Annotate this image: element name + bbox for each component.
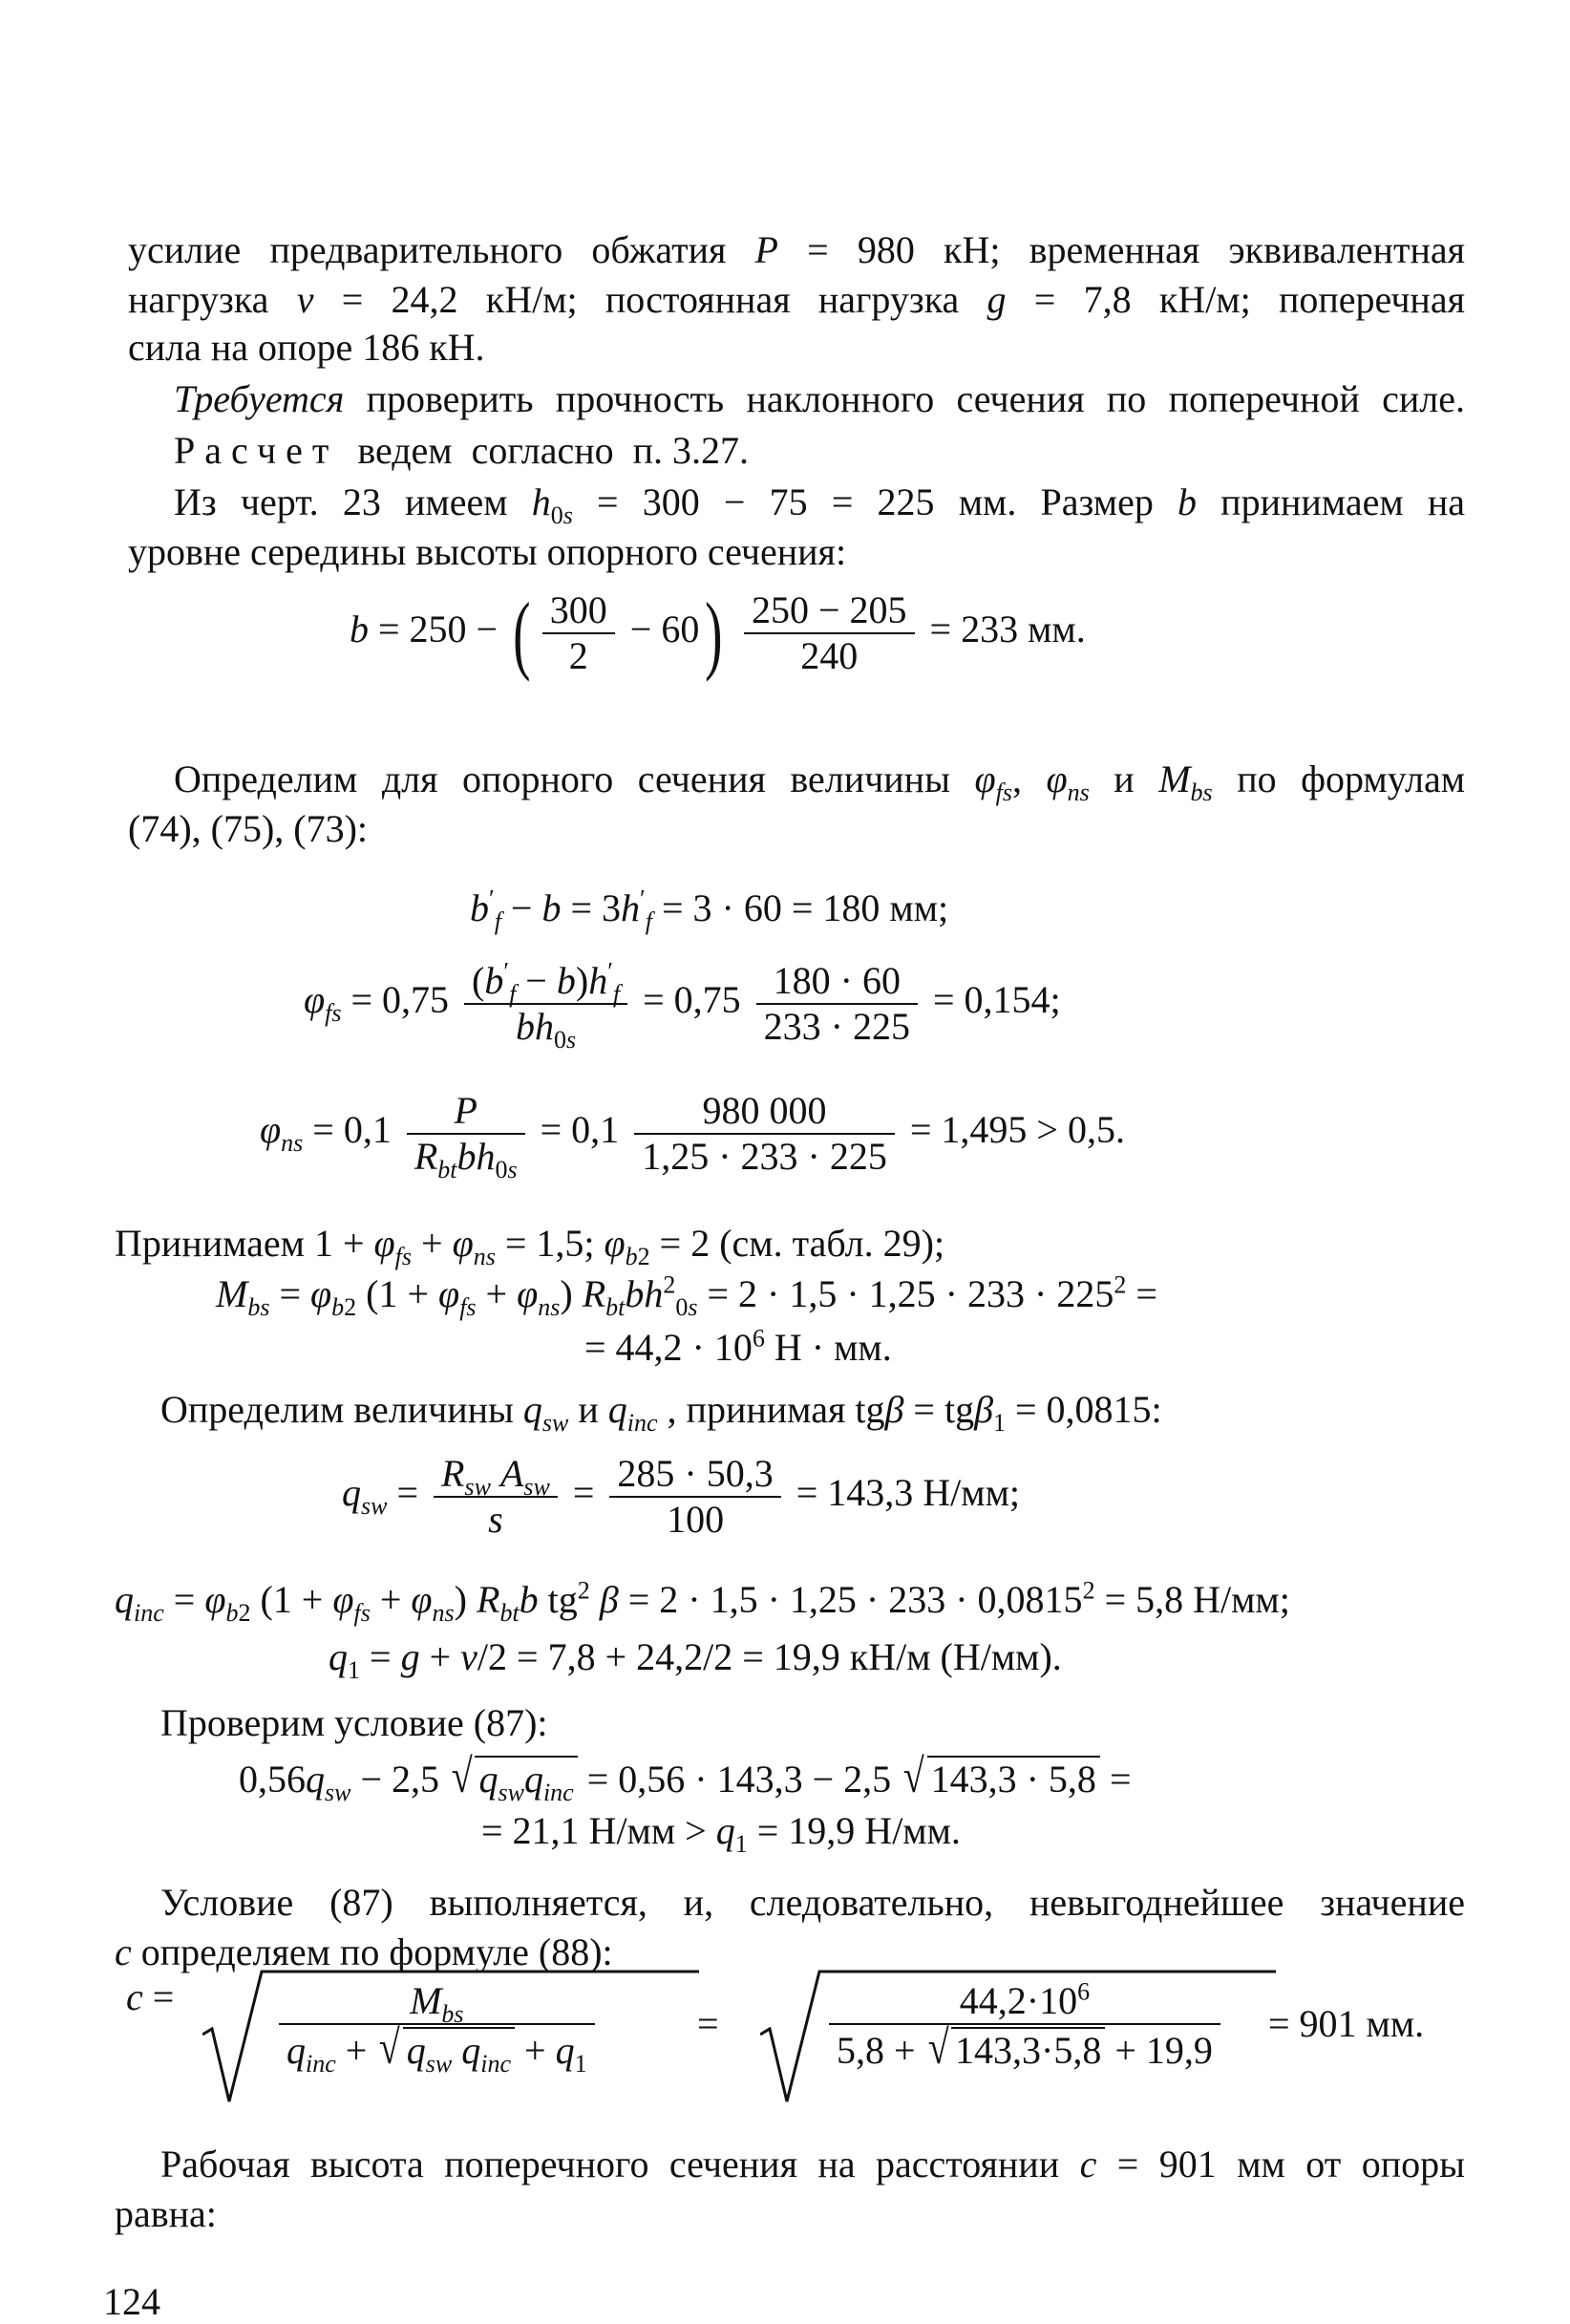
formula-condition-87-result: = 21,1 $Н/мм > q_1 = 19,9$ Н/мм. <box>481 1809 961 1858</box>
text-line: c определяем по формуле (88): <box>115 1930 613 1973</box>
text-line: уровне середины высоты опорного сечения: <box>128 530 847 573</box>
text-line: Принимаем $1 + \varphi_{fs} + \varphi_{ns} = 1,5$; $\varphi_{b2} = 2$ (см. табл. 29); <box>115 1222 945 1270</box>
text-line: Требуется проверить прочность наклонного сечения по поперечной силе. <box>174 377 1465 420</box>
text-line: Условие (87) выполняется, и, следовательно, невыгоднейшее значение <box>160 1881 1465 1924</box>
formula-phi-ns: $\varphi_{ns} = 0,1$ $\frac{P}{R_{bt}bh_{0s}}$ = 0,1 $\frac{980 000}{1,25 \cdot 233 \cdot 225}$ = 1,495 > 0,5. <box>260 1089 1125 1183</box>
formula-qsw: $q_{sw}$ = $\frac{R_{sw} A_{sw}}{s}$ = $\frac{285 \cdot 50,3}{100}$ = 143,3 Н/мм; <box>342 1452 1021 1541</box>
text-line: равна: <box>115 2192 217 2235</box>
text-line: (74), (75), (73): <box>128 807 369 850</box>
text-line: Определим величины $q_{sw}$ и $q_{inc}$ , принимая tgβ = tgβ$_1$ = 0,0815: <box>160 1388 1162 1437</box>
formula-c-frac1: $\frac{M_{bs}}{q_{inc} + √ q_{sw} q_{inc} + q_1}$ <box>273 1979 601 2073</box>
formula-mbs: $M_{bs} = \varphi_{b2}$ $(1 + \varphi_{fs} + \varphi_{ns})$ $R_{bt}bh^2_{0s} = 2 \cdot 1,5 \cdot 1,25 \cdot 233 \cdot 225^2$ = <box>216 1270 1157 1321</box>
text-line: сила на опоре 186 кН. <box>128 326 485 369</box>
text-line: усилие предварительного обжатия P = 980 кН; временная эквивалентная <box>128 228 1465 271</box>
text-line: Из черт. 23 имеем $h_{0s} = 300 - 75 = 225$ мм. Размер b принимаем на <box>174 480 1465 529</box>
formula-condition-87: $0,56q_{sw} - 2,5$ √ $q_{sw}q_{inc} = 0,56 \cdot 143,3 - 2,5$ √ 143,3 · 5,8 = <box>239 1749 1132 1806</box>
formula-qinc: $q_{inc} = \varphi_{b2}$ $(1 + \varphi_{fs} + \varphi_{ns})$ $R_{bt}b$ $tg^2$ $\beta = 2 \cdot 1,5 \cdot 1,25 \cdot 233 \cdot 0,0815^2 = 5,8$ Н/мм; <box>115 1576 1290 1627</box>
formula-b: b = 250 − ( $\frac{300}{2}$ − 60) $\frac{250 - 205}{240}$ = 233 мм. <box>350 585 1086 682</box>
formula-mbs-result: = $44,2 \cdot 10^6$ Н · мм. <box>584 1324 892 1369</box>
formula-c-eq: = <box>697 2002 719 2045</box>
text-line: нагрузка v = 24,2 кН/м; постоянная нагрузка g = 7,8 кН/м; поперечная <box>128 278 1465 321</box>
formula-phi-fs: $\varphi_{fs} = 0,75$ $\frac{(b'_f - b)h'_f}{bh_{0s}}$ = 0,75 $\frac{180 \cdot 60}{233 \cdot 225}$ = 0,154; <box>304 957 1061 1054</box>
text-line: Определим для опорного сечения величины $\varphi_{fs}$, $\varphi_{ns}$ и $M_{bs}$ по формулам <box>174 757 1466 806</box>
page-number: 124 <box>103 2280 160 2323</box>
formula-q1: $q_1 = g + v/2 = 7,8 + 24,2/2 = 19,9$ кН/м (Н/мм). <box>329 1635 1062 1684</box>
text-line: Расчет ведем согласно п. 3.27. <box>174 429 750 472</box>
formula-c-frac2: $\frac{44,2\cdot 10^6}{5,8 + √ 143,3\cdot 5,8 + 19,9}$ <box>823 1979 1226 2073</box>
formula-c-result: = 901 мм. <box>1268 2002 1425 2045</box>
text-line: Рабочая высота поперечного сечения на расстоянии c = 901 мм от опоры <box>160 2143 1465 2185</box>
formula-c: c = <box>126 1975 175 2018</box>
text-line: Проверим условие (87): <box>160 1701 548 1744</box>
formula-bf: $b'_f - b = 3h'_f = 3 \cdot 60 = 180$ мм; <box>470 885 949 935</box>
